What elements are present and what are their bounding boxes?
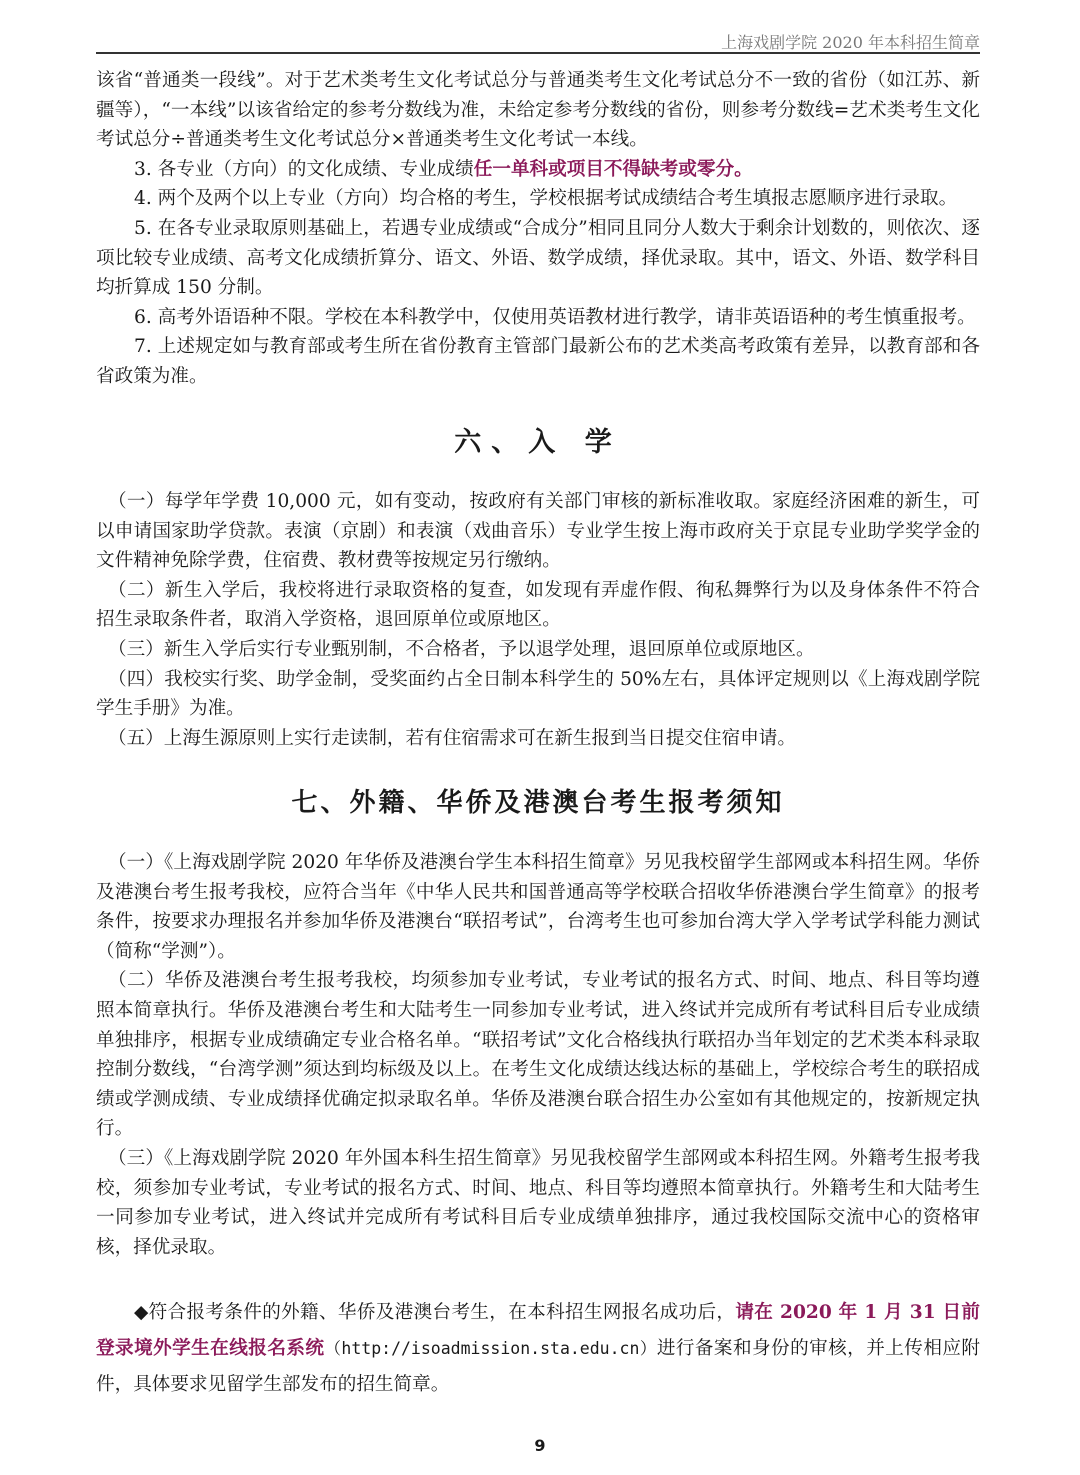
- rule-item-4: 4. 两个及两个以上专业（方向）均合格的考生，学校根据考试成绩结合考生填报志愿顺序进行录取。: [134, 188, 958, 210]
- section5-continuation: [96, 66, 980, 392]
- enroll-item-1: （一）每学年学费 10,000 元，如有变动，按政府有关部门审核的新标准收取。家庭经济困难的新生，可以申请国家助学贷款。表演（京剧）和表演（戏曲音乐）专业学生按上海市政府关于京昆专业助学奖学金的文件精神免除学费，住宿费、教材费等按规定另行缴纳。: [96, 491, 980, 572]
- section6-title: 六、入 学: [454, 427, 622, 458]
- section7-title: 七、外籍、华侨及港澳台考生报考须知: [291, 788, 785, 818]
- enroll-item-4: （四）我校实行奖、助学金制，受奖面约占全日制本科学生的 50%左右，具体评定规则以《上海戏剧学院学生手册》为准。: [96, 668, 980, 720]
- intl-item-1: （一）《上海戏剧学院 2020 年华侨及港澳台学生本科招生简章》另见我校留学生部网或本科招生网。华侨及港澳台考生报考我校，应符合当年《中华人民共和国普通高等学校联合招收华侨港澳台学生简章》的报考条件，按要求办理报名并参加华侨及港澳台“联招考试”，台湾考生也可参加台湾大学入学考试学科能力测试（简称“学测”）。: [96, 852, 980, 962]
- notice-highlight: 请在 2020 年 1 月 31 日前登录境外学生在线报名系统: [96, 1302, 980, 1359]
- rule-item-7: 7. 上述规定如与教育部或考生所在省份教育主管部门最新公布的艺术类高考政策有差异，以教育部和各省政策为准。: [96, 336, 980, 387]
- rule-item-3-text: 3. 各专业（方向）的文化成绩、专业成绩: [134, 158, 474, 180]
- notice-paragraph: [96, 1295, 980, 1403]
- online-registration-notice: [96, 1295, 980, 1403]
- rule-item-6: 6. 高考外语语种不限。学校在本科教学中，仅使用英语教材进行教学，请非英语语种的考生慎重报考。: [134, 306, 976, 328]
- page-number: 9: [534, 1436, 546, 1455]
- rule-item-3-highlight: 任一单科或项目不得缺考或零分。: [473, 158, 753, 180]
- notice-pre: ◆符合报考条件的外籍、华侨及港澳台考生，在本科招生网报名成功后，: [134, 1302, 736, 1323]
- section6-body: [96, 487, 980, 753]
- rule-item-3: [96, 155, 980, 185]
- registration-url[interactable]: （http://isoadmission.sta.edu.cn）: [324, 1339, 657, 1358]
- rule-item-5: 5. 在各专业录取原则基础上，若遇专业成绩或“合成分”相同且同分人数大于剩余计划数的，则依次、逐项比较专业成绩、高考文化成绩折算分、语文、外语、数学成绩，择优录取。其中，语文、外语、数学科目均折算成 150 分制。: [96, 217, 980, 299]
- enroll-item-5: （五）上海生源原则上实行走读制，若有住宿需求可在新生报到当日提交住宿申请。: [108, 727, 796, 749]
- notice-post: 进行备案和身份的审核，并上传相应附件，具体要求见留学生部发布的招生简章。: [96, 1338, 980, 1395]
- enroll-item-3: （三）新生入学后实行专业甄别制，不合格者，予以退学处理，退回原单位或原地区。: [108, 638, 815, 660]
- intl-item-2: （二）华侨及港澳台考生报考我校，均须参加专业考试，专业考试的报名方式、时间、地点、科目等均遵照本简章执行。华侨及港澳台考生和大陆考生一同参加专业考试，进入终试并完成所有考试科目后专业成绩单独排序，根据专业成绩确定专业合格名单。“联招考试”文化合格线执行联招办当年划定的艺术类本科录取控制分数线，“台湾学测”须达到均标级及以上。在考生文化成绩达线达标的基础上，学校综合考生的联招成绩或学测成绩、专业成绩择优确定拟录取名单。华侨及港澳台联合招生办公室如有其他规定的，按新规定执行。: [96, 970, 980, 1140]
- section7-body: [96, 848, 980, 1262]
- paragraph-cutoff-rule: 该省“普通类一段线”。对于艺术类考生文化考试总分与普通类考生文化考试总分不一致的省份（如江苏、新疆等），“一本线”以该省给定的参考分数线为准，未给定参考分数线的省份，则参考分数线=艺术类考生文化考试总分÷普通类考生文化考试总分×普通类考生文化考试一本线。: [96, 70, 980, 151]
- intl-item-3: （三）《上海戏剧学院 2020 年外国本科生招生简章》另见我校留学生部网或本科招生网。外籍考生报考我校，须参加专业考试，专业考试的报名方式、时间、地点、科目等均遵照本简章执行。外籍考生和大陆考生一同参加专业考试，进入终试并完成所有考试科目后专业成绩单独排序，通过我校国际交流中心的资格审核，择优录取。: [96, 1147, 980, 1258]
- enroll-item-2: （二）新生入学后，我校将进行录取资格的复查，如发现有弄虚作假、徇私舞弊行为以及身体条件不符合招生录取条件者，取消入学资格，退回原单位或原地区。: [96, 579, 980, 631]
- running-header: 上海戏剧学院 2020 年本科招生简章: [96, 30, 980, 54]
